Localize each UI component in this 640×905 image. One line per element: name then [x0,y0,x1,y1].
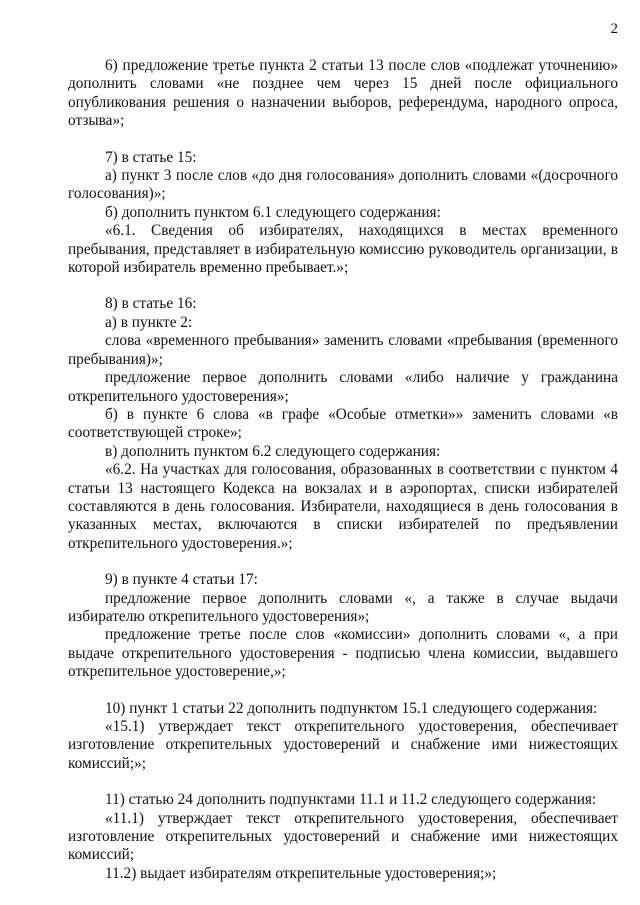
spacer [68,277,618,295]
paragraph: б) дополнить пунктом 6.1 следующего содержания: [105,203,441,221]
item-6 [68,57,618,131]
paragraph: предложение первое дополнить словами «, а также в случае выдачи избирателю открепительного удостоверения»; [68,589,618,625]
item-8 [68,295,618,553]
paragraph: предложение третье после слов «комиссии» дополнить словами «, а при выдаче открепительного удостоверения - подписью члена комиссии, выдавшего открепительное удостоверение,»; [68,626,618,681]
item-11 [68,791,618,883]
spacer [68,773,618,791]
paragraph: 6) предложение третье пункта 2 статьи 13 после слов «подлежат уточнению» дополнить словами «не позднее чем через 15 дней после официального опубликования решения о назначении выборов, референдума, народного опроса, отзыва»; [68,57,618,130]
paragraph: «6.2. На участках для голосования, образованных в соответствии с пунктом 4 статьи 13 настоящего Кодекса на вокзалах и в аэропортах, списки избирателей составляются в день голосования. Избиратели, находящиеся в день голосования в указанных местах, включаются в списки избирателей по предъявлении открепительного удостоверения.»; [68,461,618,552]
paragraph: 7) в статье 15: [105,148,197,166]
document-body [68,57,618,883]
paragraph: «11.1) утверждает текст открепительного удостоверения, обеспечивает изготовление открепительных удостоверений и снабжение ими нижестоящих комиссий; [68,809,618,864]
spacer [68,682,618,700]
paragraph: «6.1. Сведения об избирателях, находящихся в местах временного пребывания, представляет в избирательную комиссию руководитель организации, в которой избиратель временно пребывает.»; [68,222,618,277]
paragraph: 11) статью 24 дополнить подпунктами 11.1 и 11.2 следующего содержания: [105,791,597,809]
paragraph: а) в пункте 2: [105,313,193,331]
paragraph: в) дополнить пунктом 6.2 следующего содержания: [105,442,441,460]
spacer [68,131,618,149]
paragraph: а) пункт 3 после слов «до дня голосования» дополнить словами «(досрочного голосования)»; [68,167,618,203]
paragraph: «15.1) утверждает текст открепительного удостоверения, обеспечивает изготовление открепительных удостоверений и снабжение ими нижестоящих комиссий;»; [68,718,618,772]
item-9 [68,571,618,681]
paragraph: 10) пункт 1 статьи 22 дополнить подпунктом 15.1 следующего содержания: [105,699,598,717]
paragraph: 11.2) выдает избирателям открепительные удостоверения;»; [105,864,497,882]
spacer [68,553,618,571]
item-7 [68,149,618,278]
paragraph: 9) в пункте 4 статьи 17: [105,571,258,589]
page-number: 2 [610,21,618,37]
paragraph: предложение первое дополнить словами «либо наличие у гражданина открепительного удостоверения»; [68,369,618,405]
paragraph: 8) в статье 16: [105,295,197,313]
paragraph: б) в пункте 6 слова «в графе «Особые отметки»» заменить словами «в соответствующей строке»; [68,405,618,442]
paragraph: слова «временного пребывания» заменить словами «пребывания (временного пребывания)»; [68,332,618,368]
item-10 [68,700,618,774]
